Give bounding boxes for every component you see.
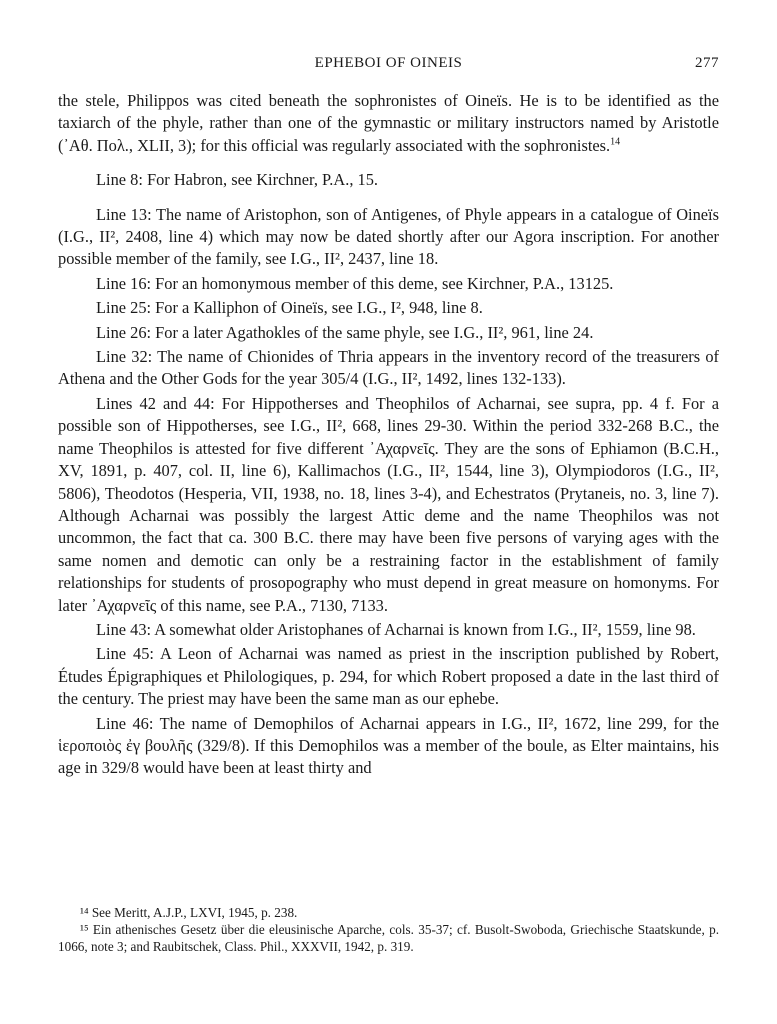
note-line-45: Line 45: A Leon of Acharnai was named as priest in the inscription published by Robert, Études Épigraphiques et Philologiques, p. 294, for which Robert proposed a date in the last third of the century. The priest may have been the same man as our ephebe. (58, 644, 719, 709)
note-line-25: Line 25: For a Kalliphon of Oineïs, see I.G., I², 948, line 8. (96, 298, 483, 318)
note-line-43: Line 43: A somewhat older Aristophanes of Acharnai is known from I.G., II², 1559, line 98. (96, 619, 696, 639)
note-line-46: Line 46: The name of Demophilos of Acharnai appears in I.G., II², 1672, line 299, for the ἱεροποιὸς ἐγ βουλῆς (329/8). If this Demophilos was a member of the boule, as Elter maintains, his age in 329/8 would have been at least thirty and (58, 713, 719, 778)
page-number: 277 (695, 55, 719, 71)
note-line-13: Line 13: The name of Aristophon, son of Antigenes, of Phyle appears in a catalogue of Oineïs (I.G., II², 2408, line 4) which may now be dated shortly after our Agora inscription. For another possible member of the family, see I.G., II², 2437, line 18. (58, 204, 719, 269)
footnotes (58, 904, 719, 955)
note-line-26: Line 26: For a later Agathokles of the same phyle, see I.G., II², 961, line 24. (96, 322, 594, 342)
running-title: EPHEBOI OF OINEIS (314, 55, 463, 71)
paragraph-continuation: the stele, Philippos was cited beneath the sophronistes of Oineïs. He is to be identified as the taxiarch of the phyle, rather than one of the gymnastic or military instructors named by Aristotle (᾿Αθ. Πολ., XLII, 3); for this official was regularly associated with the sophronistes.$^{14}$ (58, 91, 719, 155)
note-line-16: Line 16: For an homonymous member of this deme, see Kirchner, P.A., 13125. (96, 273, 614, 293)
running-head (58, 55, 719, 79)
footnote-15: ¹⁵ Ein athenisches Gesetz über die eleusinische Aparche, cols. 35-37; cf. Busolt-Swoboda, Griechische Staatskunde, p. 1066, note 3; and Raubitschek, Class. Phil., XXXVII, 1942, p. 319. (58, 922, 719, 954)
footnote-14: ¹⁴ See Meritt, A.J.P., LXVI, 1945, p. 238. (80, 905, 298, 920)
body-text (58, 90, 719, 782)
note-line-32: Line 32: The name of Chionides of Thria appears in the inventory record of the treasurers of Athena and the Other Gods for the year 305/4 (I.G., II², 1492, lines 132-133). (58, 347, 719, 389)
note-line-8: Line 8: For Habron, see Kirchner, P.A., 15. (96, 170, 379, 190)
note-lines-42-44: Lines 42 and 44: For Hippotherses and Theophilos of Acharnai, see supra, pp. 4 f. For a possible son of Hippotherses, see I.G., II², 668, lines 29-30. Within the period 332-268 B.C., the name Theophilos is attested for five different ᾿Αχαρνεῖς. They are the sons of Ephiamon (B.C.H., XV, 1891, p. 407, col. II, line 6), Kallimachos (I.G., II², 1544, line 3), Olympiodoros (I.G., II², 5806), Theodotos (Hesperia, VII, 1938, no. 18, lines 3-4), and Echestratos (Prytaneis, no. 3, line 7). Although Acharnai was possibly the largest Attic deme and the name Theophilos was not uncommon, the fact that ca. 300 B.C. there may have been five persons of varying ages with the same nomen and demotic can only be a restraining factor in the establishment of family relationships for students of prosopography who must depend in great measure on homonyms. For later ᾿Αχαρνεῖς of this name, see P.A., 7130, 7133. (58, 393, 719, 615)
footnote-ref-14: 14 (610, 136, 621, 148)
